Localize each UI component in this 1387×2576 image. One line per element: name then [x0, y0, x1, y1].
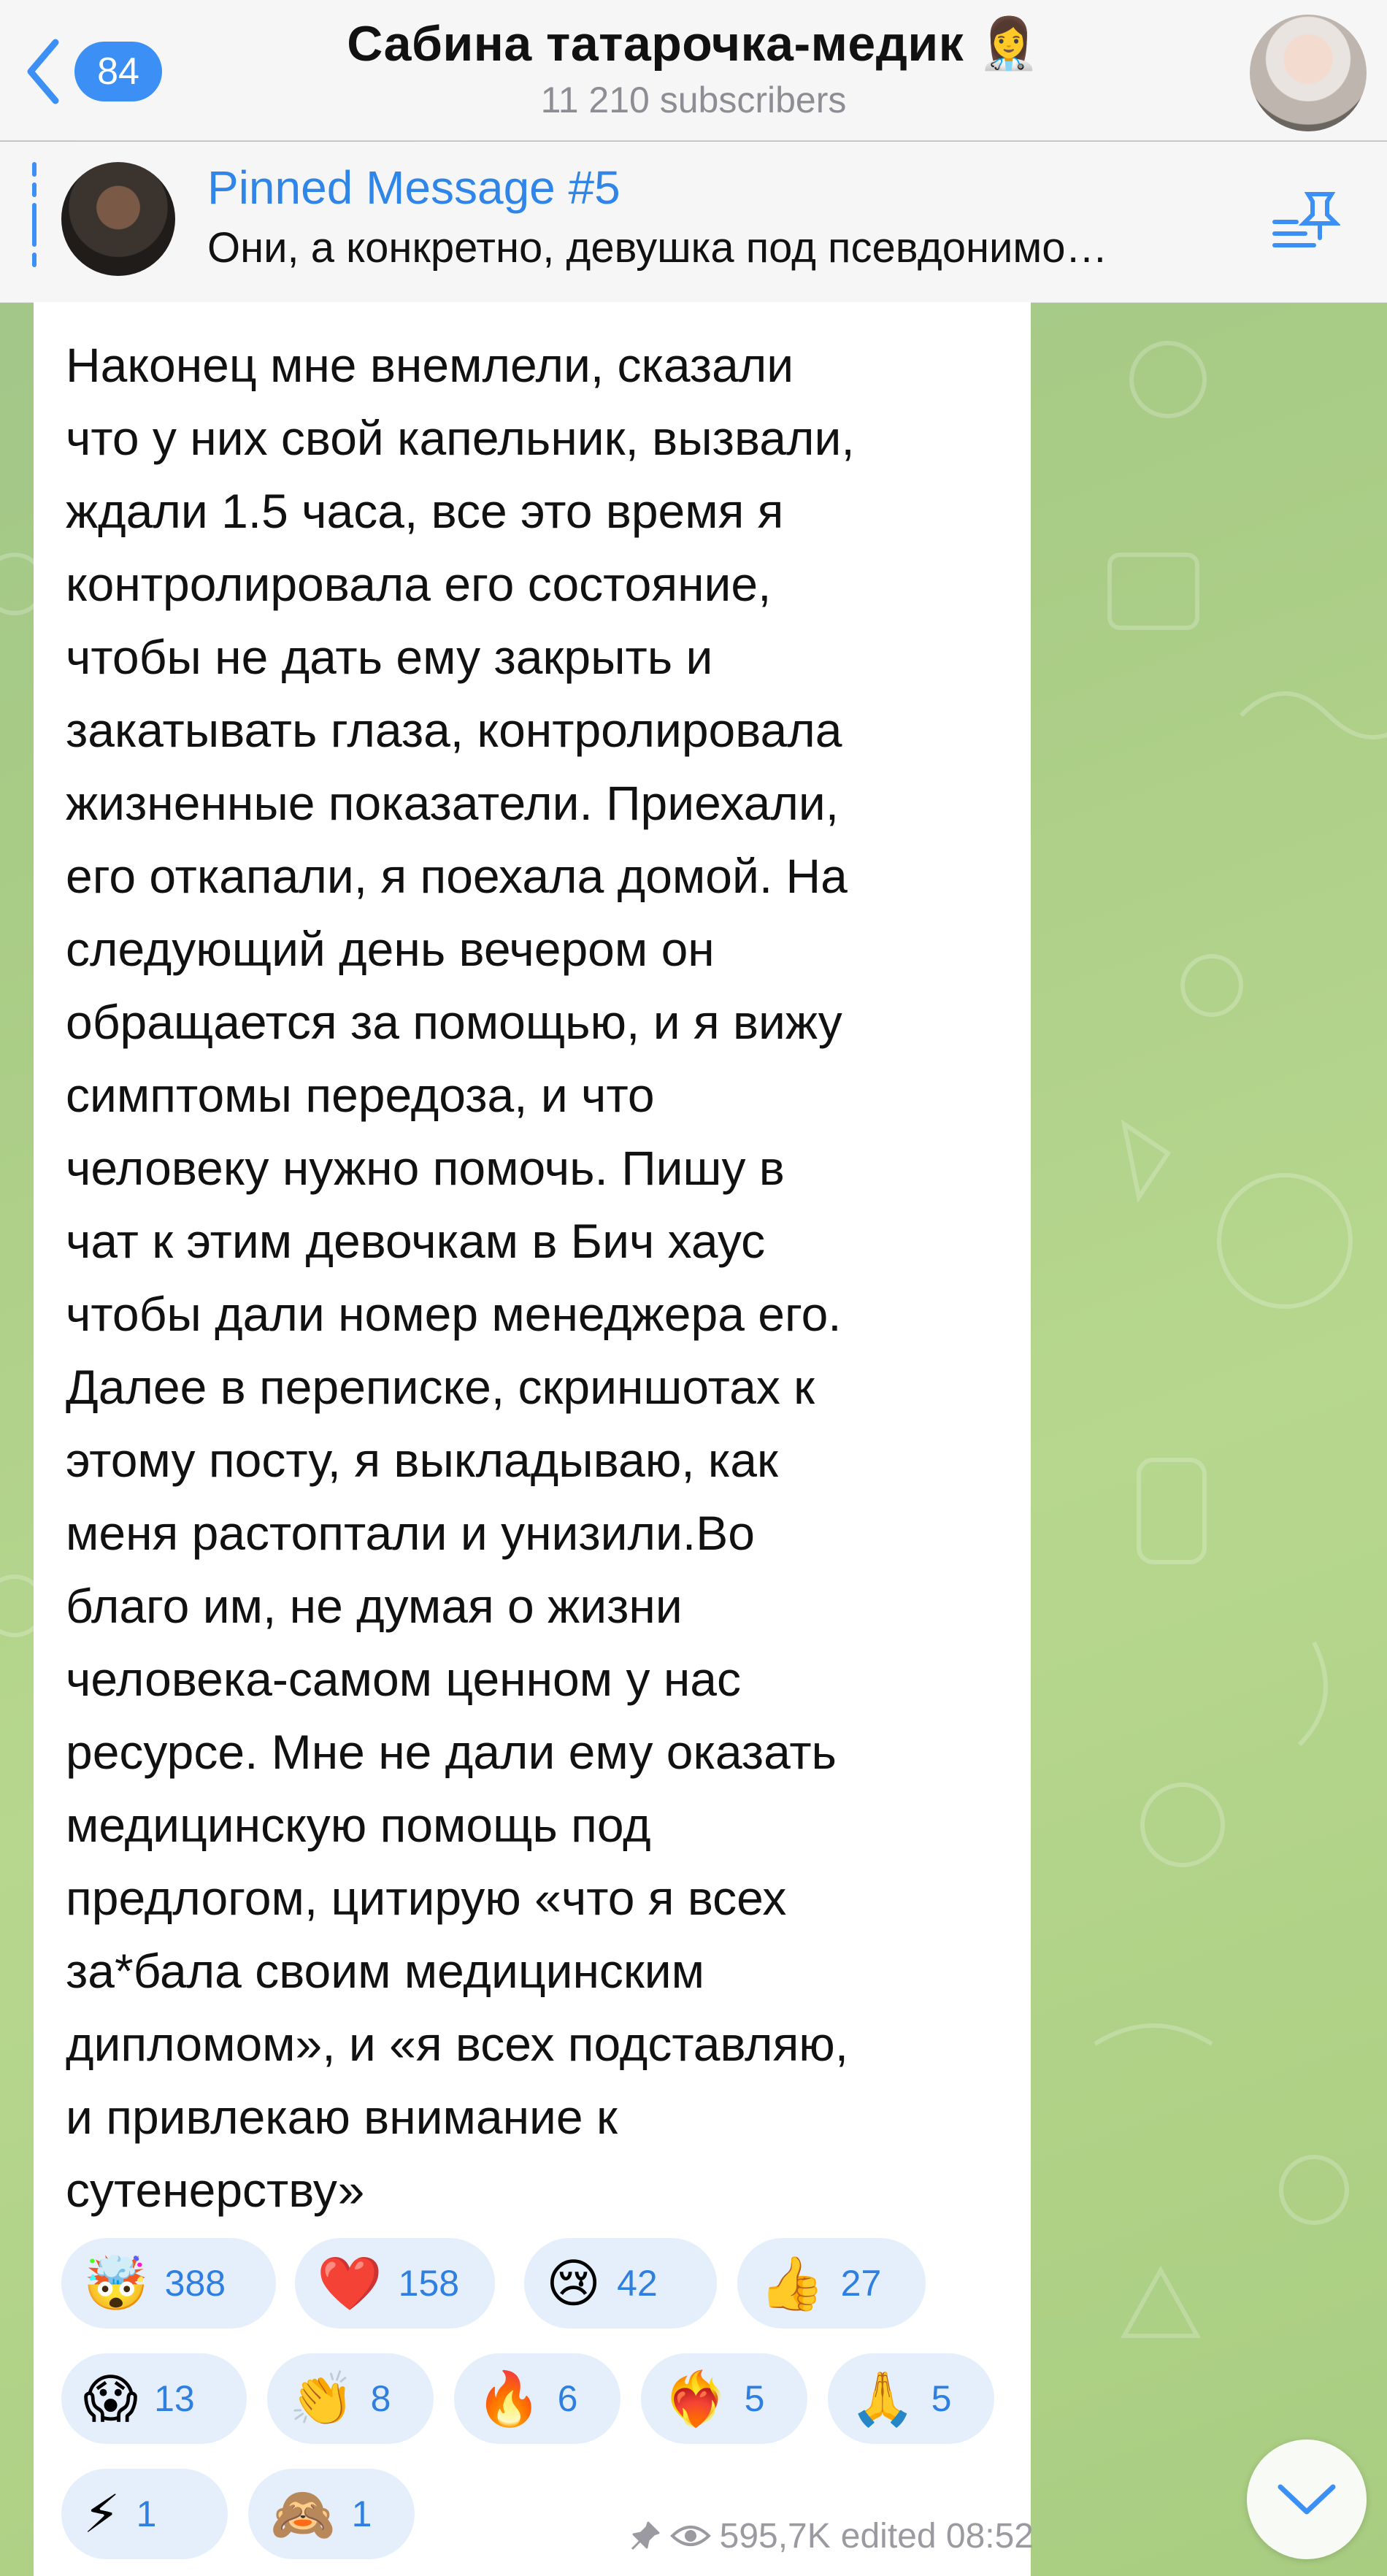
reaction-screaming[interactable] — [61, 2353, 247, 2444]
subscriber-count: 11 210 subscribers — [540, 80, 847, 120]
reaction-count: 388 — [164, 2263, 226, 2304]
reaction-count: 5 — [931, 2378, 952, 2419]
folded-hands-icon: 🙏 — [850, 2368, 915, 2429]
scroll-to-bottom-button[interactable] — [1247, 2439, 1367, 2559]
message-meta — [566, 2510, 1034, 2561]
lightning-icon: ⚡ — [83, 2483, 120, 2545]
heart-icon: ❤️ — [317, 2253, 383, 2314]
reaction-count: 5 — [744, 2378, 765, 2419]
unread-count-badge: 84 — [74, 42, 162, 101]
pinned-title: Pinned Message #5 — [207, 161, 620, 214]
reaction-exploding-head[interactable] — [61, 2238, 276, 2329]
reaction-heart-on-fire[interactable] — [641, 2353, 807, 2444]
pinned-list-icon[interactable] — [1267, 185, 1340, 258]
edited-timestamp: edited 08:52 — [840, 2516, 1034, 2556]
chevron-down-icon — [1276, 2481, 1337, 2518]
message-bubble[interactable] — [34, 302, 1034, 2576]
reaction-count: 6 — [557, 2378, 578, 2419]
reaction-thumbs-up[interactable] — [737, 2238, 926, 2329]
reaction-count: 42 — [617, 2263, 658, 2304]
clapping-hands-icon: 👏 — [289, 2368, 355, 2429]
chat-header — [0, 0, 1387, 141]
reaction-fire[interactable] — [454, 2353, 620, 2444]
channel-title[interactable]: Сабина татарочка-медик 👩‍⚕️ — [347, 16, 1040, 72]
pin-icon — [629, 2520, 661, 2552]
reaction-clapping[interactable] — [267, 2353, 434, 2444]
reaction-count: 1 — [351, 2494, 372, 2534]
fire-icon: 🔥 — [476, 2368, 542, 2429]
reaction-see-no-evil[interactable] — [248, 2469, 415, 2559]
reaction-lightning[interactable] — [61, 2469, 228, 2559]
reaction-folded-hands[interactable] — [828, 2353, 994, 2444]
reaction-heart[interactable] — [295, 2238, 495, 2329]
thumbs-up-icon: 👍 — [759, 2253, 825, 2314]
reaction-crying[interactable] — [524, 2238, 717, 2329]
reaction-count: 27 — [840, 2263, 882, 2304]
crying-face-icon: 😢 — [546, 2253, 602, 2314]
pinned-message-bar[interactable] — [0, 142, 1387, 303]
reaction-count: 13 — [154, 2378, 195, 2419]
pinned-thumbnail — [61, 162, 175, 276]
reaction-count: 158 — [398, 2263, 460, 2304]
see-no-evil-monkey-icon: 🙈 — [270, 2483, 336, 2545]
exploding-head-icon: 🤯 — [83, 2253, 149, 2314]
eye-icon — [670, 2521, 711, 2550]
channel-avatar[interactable] — [1250, 15, 1367, 131]
view-count: 595,7K — [719, 2516, 831, 2556]
reaction-count: 1 — [136, 2494, 157, 2534]
screaming-face-icon: 😱 — [83, 2368, 139, 2429]
heart-on-fire-icon: ❤️‍🔥 — [663, 2368, 729, 2429]
pinned-position-indicator — [32, 162, 38, 282]
reaction-count: 8 — [370, 2378, 391, 2419]
message-text: Наконец мне внемлели, сказали что у них свой капельник, вызвали, ждали 1.5 часа, все это время я контролировала его состояние, чтобы не дать ему закрыть и закатывать глаза, контролировала жизненные показатели. Приехали, его откапали, я поехала домой. На следующий день вечером он обращается за помощью, и я вижу симптомы передоза, и что человеку нужно помочь. Пишу в чат к этим девочкам в Бич хаус чтобы дали номер менеджера его. Далее в переписке, скриншотах к этому посту, я выкладываю, как меня растоптали и унизили.Во благо им, не думая о жизни человека-самом ценном у нас ресурсе. Мне не дали ему оказать медицинскую помощь под предлогом, цитирую «что я всех за*бала своим медицинским дипломом», и «я всех подставляю, и привлекаю внимание к сутенерству» — [66, 338, 855, 2217]
pinned-preview-text: Они, а конкретно, девушка под псевдонимо… — [207, 224, 1108, 272]
